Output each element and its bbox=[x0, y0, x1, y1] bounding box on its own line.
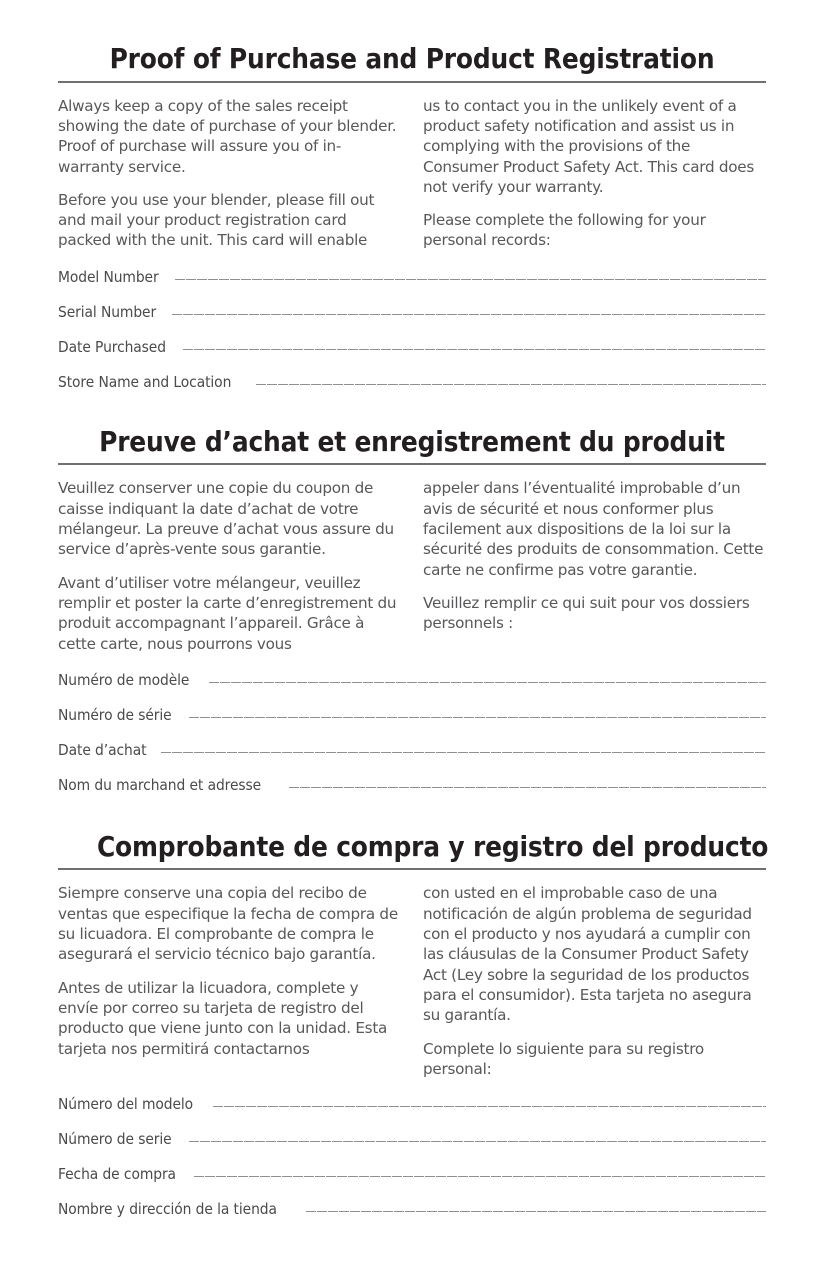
field-input-date-purchased[interactable] bbox=[183, 338, 766, 352]
field-input-date-achat[interactable] bbox=[161, 741, 766, 755]
column-left-english bbox=[58, 96, 401, 251]
paragraph: Before you use your blender, please fill out and mail your product registration card packed with the unit. This card will enable bbox=[58, 190, 375, 250]
field-label: Nombre y dirección de la tienda bbox=[58, 1200, 277, 1219]
field-label: Store Name and Location bbox=[58, 372, 232, 391]
field-row-numero-de-modele bbox=[58, 670, 766, 705]
field-label: Date d’achat bbox=[58, 740, 147, 759]
section-english bbox=[58, 44, 766, 407]
column-right-french bbox=[423, 478, 766, 633]
field-input-nombre-y-direccion[interactable] bbox=[306, 1200, 766, 1214]
body-columns-french bbox=[58, 478, 766, 653]
section-french bbox=[58, 424, 766, 810]
column-right-spanish bbox=[423, 883, 766, 1079]
form-fields-english bbox=[58, 267, 766, 407]
paragraph: Veuillez remplir ce qui suit pour vos dossiers personnels : bbox=[423, 593, 750, 633]
section-spanish bbox=[58, 829, 769, 1234]
column-left-spanish bbox=[58, 883, 401, 1058]
field-input-model-number[interactable] bbox=[175, 268, 766, 282]
field-row-serial-number bbox=[58, 302, 766, 337]
paragraph: Avant d’utiliser votre mélangeur, veuillez remplir et poster la carte d’enregistrement du produit accompagnant l’appareil. Grâce à cette carte, nous pourrons vous bbox=[58, 573, 397, 653]
field-input-store-name[interactable] bbox=[256, 373, 766, 387]
field-row-numero-de-serie bbox=[58, 1129, 766, 1164]
page-title-english: Proof of Purchase and Product Registration bbox=[109, 42, 715, 75]
page-title-french: Preuve d’achat et enregistrement du produit bbox=[99, 424, 725, 458]
field-row-fecha-de-compra bbox=[58, 1164, 766, 1199]
field-label: Date Purchased bbox=[58, 337, 166, 356]
paragraph: con usted en el improbable caso de una notificación de algún problema de seguridad con el producto y nos ayudará a cumplir con las cláusulas de la Consumer Product Safety Act (Ley sobre la seguridad de los productos para el consumidor). Esta tarjeta no asegura su garantía. bbox=[423, 884, 752, 1025]
heading-rule-spanish bbox=[58, 868, 766, 870]
paragraph: us to contact you in the unlikely event of a product safety notification and assist us in complying with the provisions of the Consumer Product Safety Act. This card does not verify your warranty. bbox=[423, 96, 755, 196]
paragraph: Antes de utilizar la licuadora, complete y envíe por correo su tarjeta de registro del producto que viene junto con la unidad. Esta tarjeta nos permitirá contactarnos bbox=[58, 978, 388, 1058]
form-fields-spanish bbox=[58, 1094, 766, 1234]
field-row-nombre-y-direccion bbox=[58, 1199, 766, 1234]
paragraph: appeler dans l’éventualité improbable d’un avis de sécurité et nous conformer plus facilement aux dispositions de la loi sur la sécurité des produits de consommation. Cette carte ne confirme pas votre garantie. bbox=[423, 479, 764, 579]
paragraph: Always keep a copy of the sales receipt showing the date of purchase of your blender. Proof of purchase will assure you of in-warranty service. bbox=[58, 96, 397, 176]
field-label: Numéro de modèle bbox=[58, 670, 190, 689]
field-input-numero-del-modelo[interactable] bbox=[213, 1095, 766, 1109]
field-row-model-number bbox=[58, 267, 766, 302]
field-input-numero-de-modele[interactable] bbox=[209, 671, 766, 685]
paragraph: Veuillez conserver une copie du coupon de caisse indiquant la date d’achat de votre mélangeur. La preuve d’achat vous assure du service d’après-vente sous garantie. bbox=[58, 479, 394, 559]
field-label: Número del modelo bbox=[58, 1095, 194, 1114]
paragraph: Complete lo siguiente para su registro personal: bbox=[423, 1039, 704, 1078]
field-input-serial-number[interactable] bbox=[172, 303, 766, 317]
paragraph: Siempre conserve una copia del recibo de ventas que especifique la fecha de compra de su licuadora. El comprobante de compra le asegurará el servicio técnico bajo garantía. bbox=[58, 884, 398, 964]
field-label: Serial Number bbox=[58, 302, 157, 321]
field-label: Fecha de compra bbox=[58, 1165, 176, 1184]
paragraph: Please complete the following for your personal records: bbox=[423, 211, 706, 250]
field-label: Numéro de série bbox=[58, 705, 172, 724]
heading-rule-english bbox=[58, 81, 766, 83]
field-row-numero-del-modelo bbox=[58, 1094, 766, 1129]
column-left-french bbox=[58, 478, 401, 653]
column-right-english bbox=[423, 96, 766, 251]
field-label: Número de serie bbox=[58, 1130, 172, 1149]
body-columns-spanish bbox=[58, 883, 766, 1079]
field-label: Model Number bbox=[58, 267, 159, 286]
field-label: Nom du marchand et adresse bbox=[58, 775, 262, 794]
field-input-numero-de-serie[interactable] bbox=[189, 706, 766, 720]
field-row-numero-de-serie bbox=[58, 705, 766, 740]
body-columns-english bbox=[58, 96, 766, 251]
field-row-nom-du-marchand bbox=[58, 775, 766, 810]
field-row-date-achat bbox=[58, 740, 766, 775]
field-input-numero-de-serie[interactable] bbox=[189, 1130, 766, 1144]
heading-rule-french bbox=[58, 463, 766, 465]
form-fields-french bbox=[58, 670, 766, 810]
field-row-date-purchased bbox=[58, 337, 766, 372]
field-input-fecha-de-compra[interactable] bbox=[194, 1165, 766, 1179]
page-title-spanish: Comprobante de compra y registro del producto bbox=[96, 829, 769, 863]
field-row-store-name bbox=[58, 372, 766, 407]
field-input-nom-du-marchand[interactable] bbox=[289, 776, 766, 790]
